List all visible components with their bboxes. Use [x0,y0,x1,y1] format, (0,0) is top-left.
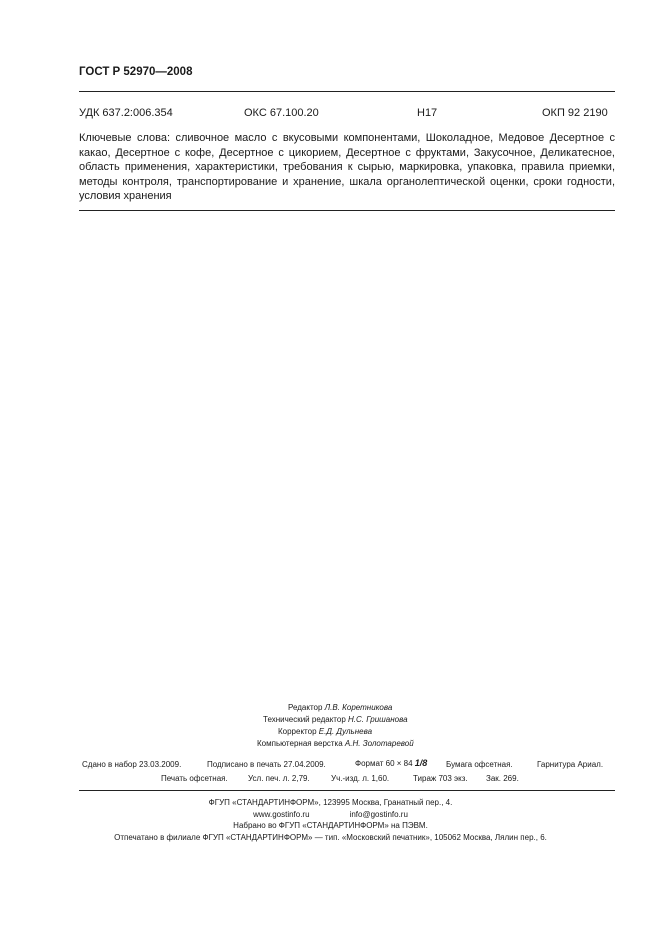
pub-signed-date: Подписано в печать 27.04.2009. [207,760,326,769]
pub-paper: Бумага офсетная. [446,760,513,769]
pub-copies: Тираж 703 экз. [413,774,468,783]
keywords-paragraph: Ключевые слова: сливочное масло с вкусовыми компонентами, Шоколадное, Медовое Десертное с какао, Десертное с кофе, Десертное с цикорием, Десертное с фруктами, Закусочное, Деликатесное, область применения, характеристики, требования к сырью, маркировка, упаковка, правила приемки, методы контроля, транспортирование и хранение, шкала органолептической оценки, сроки годности, условия хранения [79,132,615,203]
pub-format-prefix: Формат 60 × 84 [355,759,413,768]
printer-typeset: Набрано во ФГУП «СТАНДАРТИНФОРМ» на ПЭВМ. [233,821,428,831]
credit-person: Е.Д. Дульнева [318,727,373,736]
publication-rule [79,790,615,791]
pub-order: Зак. 269. [486,774,519,783]
printer-printed: Отпечатано в филиале ФГУП «СТАНДАРТИНФОРМ» — тип. «Московский печатник», 105062 Москва, Лялин пер., 6. [114,833,547,843]
credit-role: Технический редактор [263,715,346,724]
printer-email[interactable]: info@gostinfo.ru [349,809,408,819]
okp-code: ОКП 92 2190 [542,107,608,119]
credit-tech-editor [263,714,408,726]
printer-info [0,797,661,844]
credit-person: Л.В. Коретникова [324,703,393,712]
credit-role: Корректор [278,727,317,736]
pub-sent-date: Сдано в набор 23.03.2009. [82,760,182,769]
credit-role: Компьютерная верстка [257,739,343,748]
pub-format [355,758,427,768]
credit-role: Редактор [288,703,323,712]
printer-contacts [0,809,661,821]
pub-font: Гарнитура Ариал. [537,760,604,769]
credit-person: А.Н. Золотаревой [344,739,414,748]
printer-address: ФГУП «СТАНДАРТИНФОРМ», 123995 Москва, Гранатный пер., 4. [208,798,453,807]
credit-layout [257,738,414,750]
printer-website[interactable]: www.gostinfo.ru [253,809,310,819]
pub-print-type: Печать офсетная. [161,774,228,783]
credit-person: Н.С. Гришанова [348,715,408,724]
pub-sheets: Усл. печ. л. 2,79. [248,774,310,783]
pub-edition-sheets: Уч.-изд. л. 1,60. [331,774,390,783]
standard-title: ГОСТ Р 52970—2008 [79,66,193,78]
top-rule [79,91,615,92]
keywords-rule [79,210,615,211]
credit-proofreader [278,726,372,738]
credit-editor [288,702,392,714]
oks-code: ОКС 67.100.20 [244,107,319,119]
group-code: Н17 [417,107,438,119]
udk-code: УДК 637.2:006.354 [79,107,173,119]
pub-format-fraction: 1/8 [414,758,428,768]
